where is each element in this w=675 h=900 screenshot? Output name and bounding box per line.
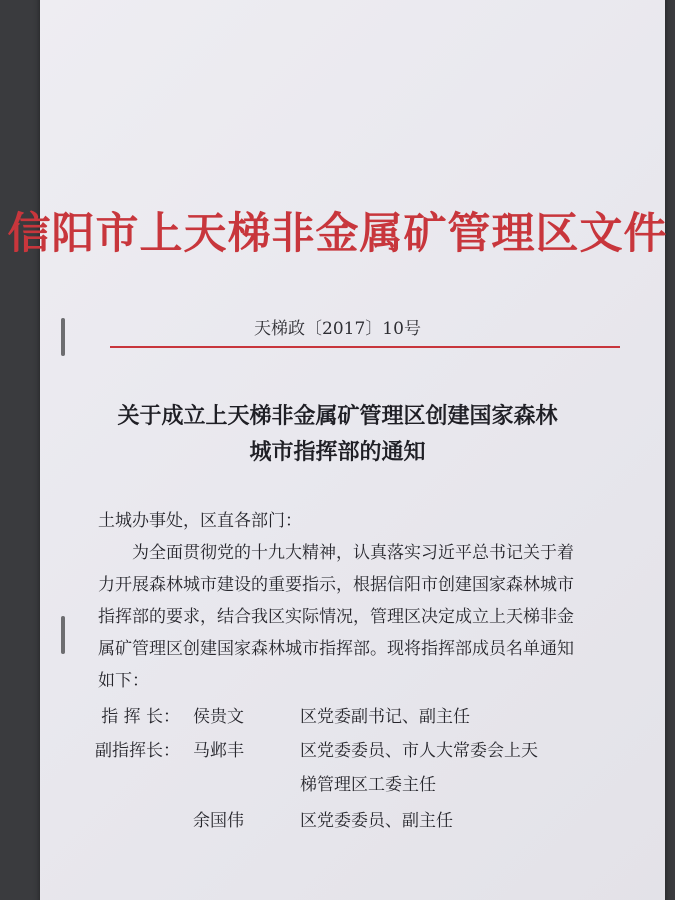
paragraph-line-4: 属矿管理区创建国家森林城市指挥部。现将指挥部成员名单通知 (98, 639, 574, 659)
member-post: 梯管理区工委主任 (300, 775, 436, 795)
member-role: 指 挥 长： (101, 707, 180, 727)
red-separator-line (110, 346, 620, 348)
paragraph-line-3: 指挥部的要求，结合我区实际情况，管理区决定成立上天梯非金 (98, 607, 574, 627)
member-post: 区党委委员、市人大常委会上天 (300, 741, 538, 761)
member-name: 侯贵文 (193, 707, 244, 727)
notice-title-line-1: 关于成立上天梯非金属矿管理区创建国家森林 (117, 403, 558, 429)
member-post: 区党委副书记、副主任 (300, 707, 470, 727)
member-role: 副指挥长： (95, 741, 180, 761)
notice-title-line-2: 城市指挥部的通知 (249, 439, 426, 465)
member-row (0, 702, 675, 734)
staple-bottom (61, 616, 65, 654)
notice-title (0, 398, 675, 470)
member-post: 区党委委员、副主任 (300, 811, 453, 831)
paragraph-line-5: 如下： (98, 671, 149, 691)
member-name: 余国伟 (193, 811, 244, 831)
body-paragraph (98, 537, 618, 697)
document-header-title: 信阳市上天梯非金属矿管理区文件 (7, 209, 668, 259)
member-row (0, 806, 675, 838)
paragraph-line-2: 力开展森林城市建设的重要指示，根据信阳市创建国家森林城市 (98, 575, 574, 595)
addressee: 土城办事处，区直各部门： (98, 511, 302, 531)
member-row (0, 736, 675, 768)
member-row (0, 770, 675, 802)
document-number: 天梯政〔2017〕10号 (254, 319, 421, 339)
paragraph-line-1: 为全面贯彻党的十九大精神，认真落实习近平总书记关于着 (132, 543, 574, 563)
member-name: 马邺丰 (193, 741, 244, 761)
